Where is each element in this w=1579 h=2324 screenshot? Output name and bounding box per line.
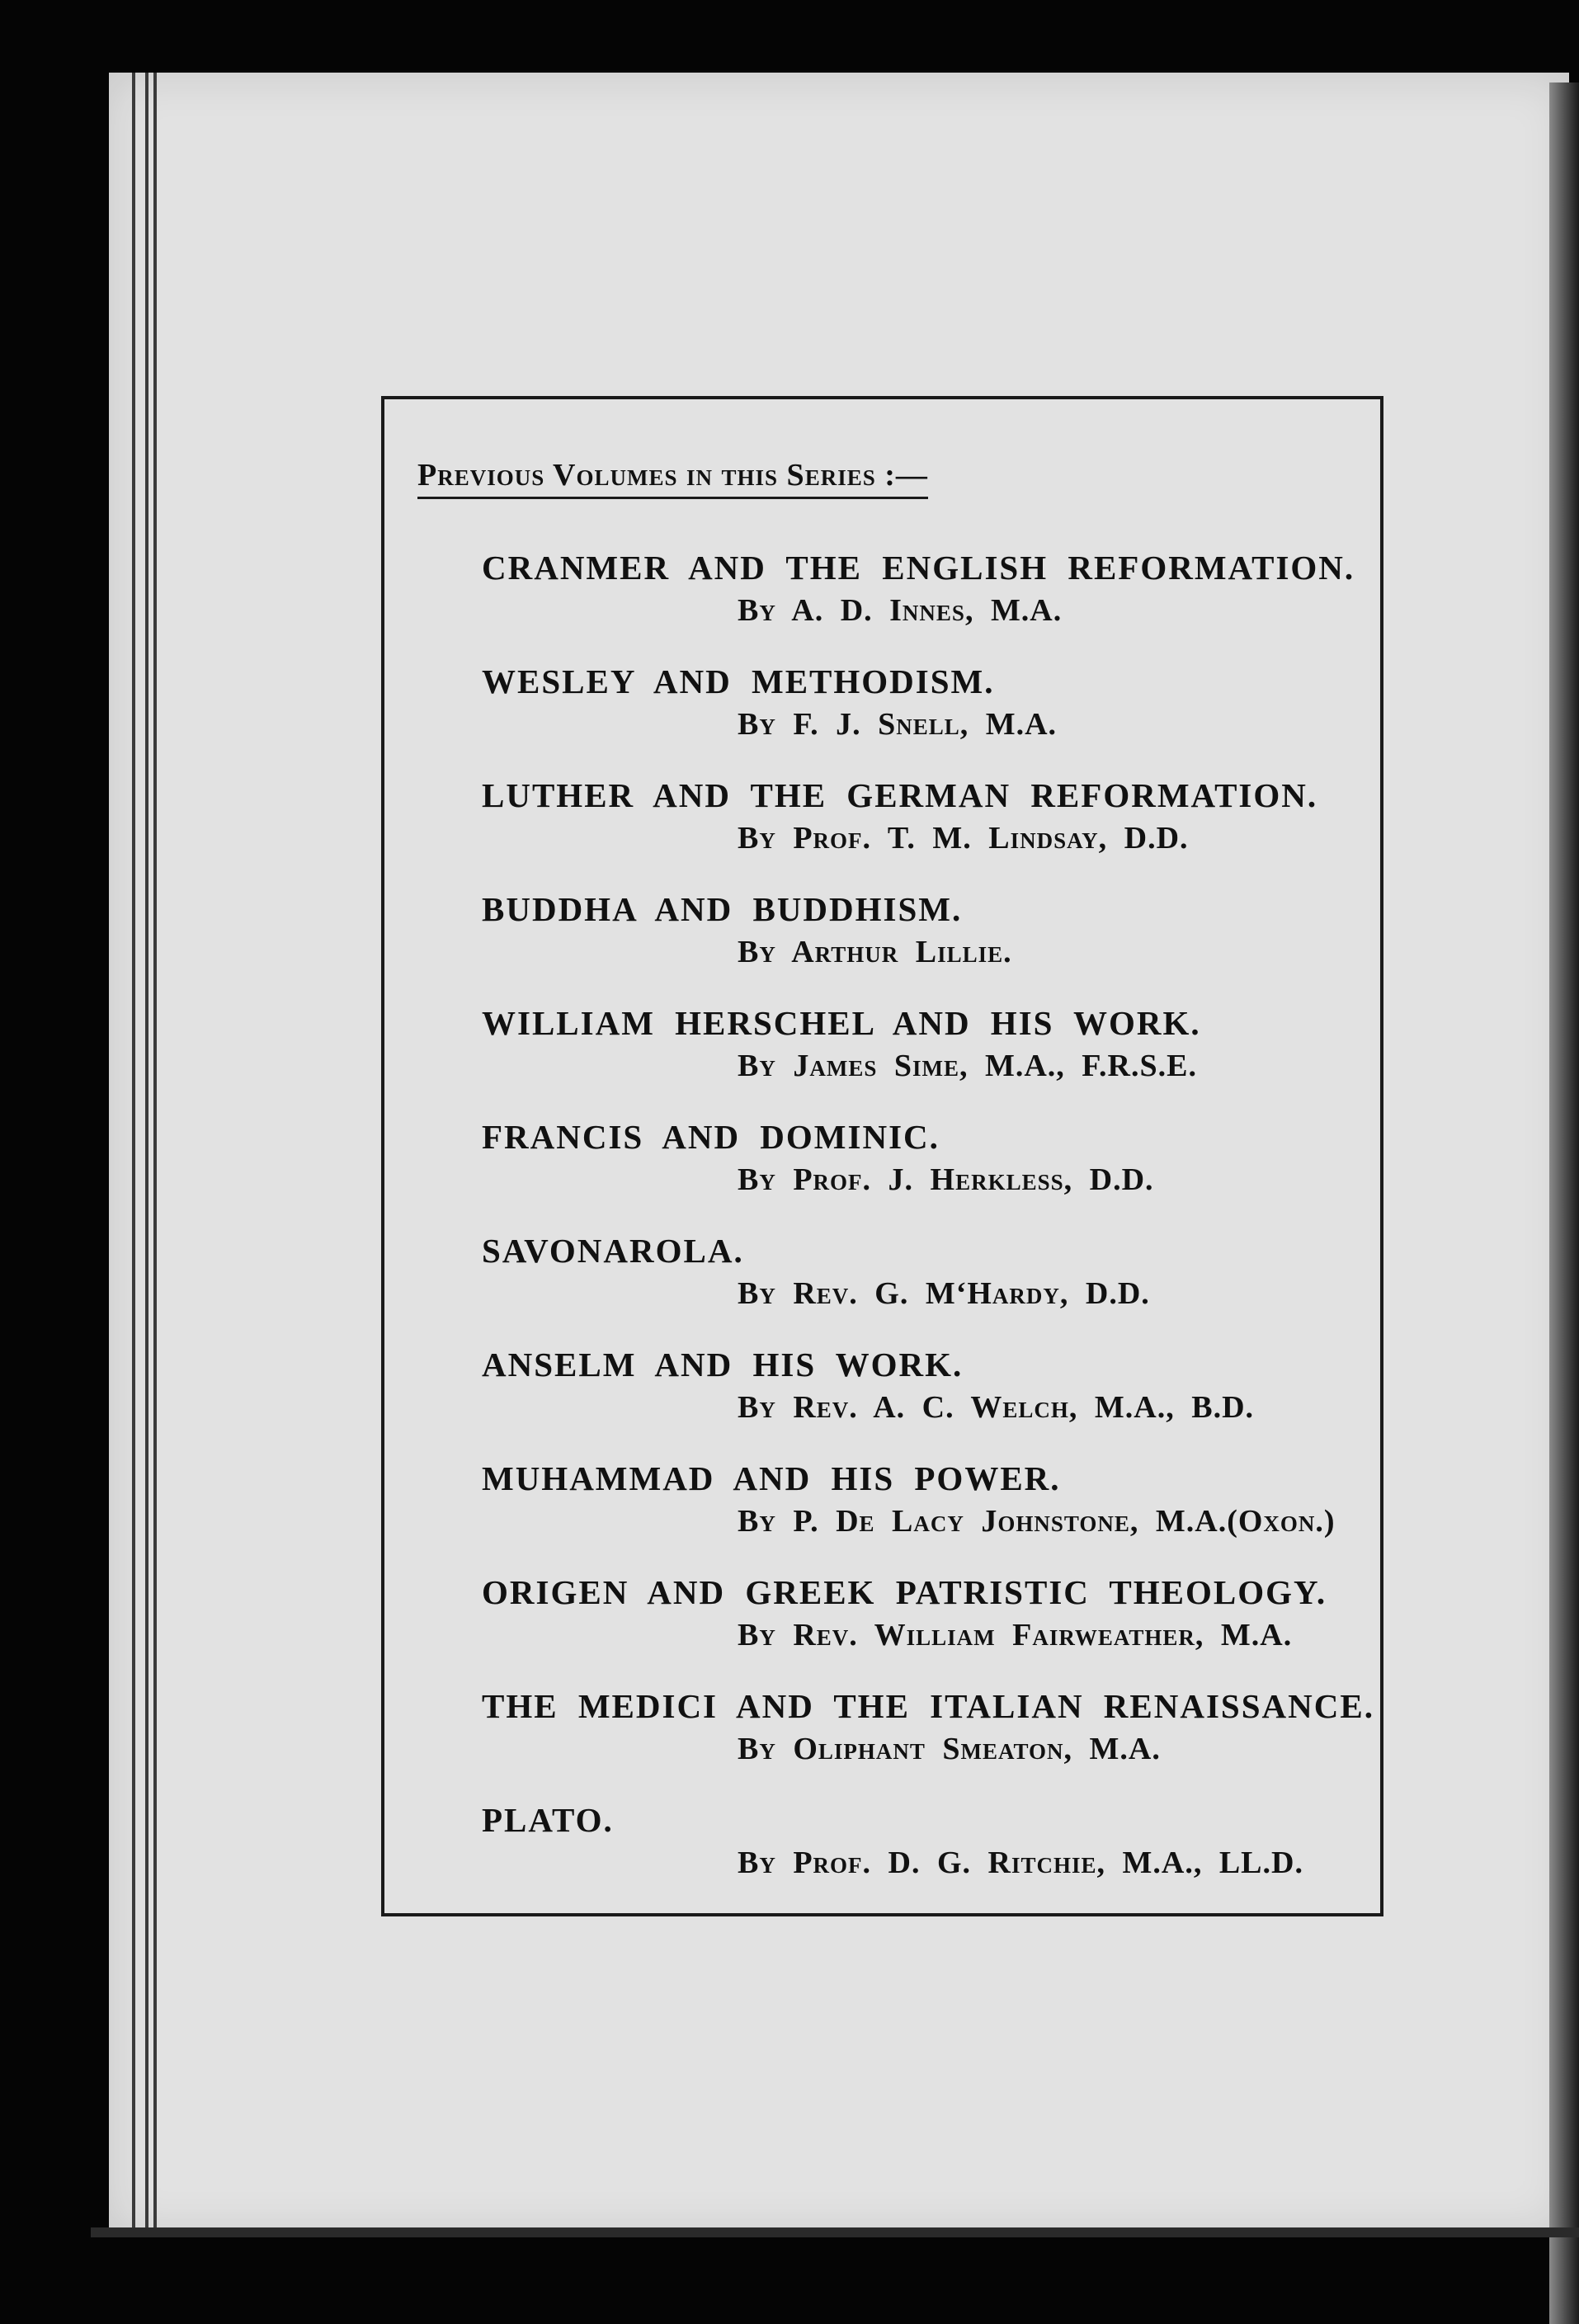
volume-title: SAVONAROLA. xyxy=(482,1232,744,1270)
volume-entry xyxy=(482,662,1373,775)
volume-author: By Prof. J. Herkless, D.D. xyxy=(738,1162,1154,1197)
series-list-box xyxy=(381,396,1383,1916)
volume-entry xyxy=(482,1572,1373,1686)
volume-author: By Rev. William Fairweather, M.A. xyxy=(738,1618,1293,1652)
volume-title: ANSELM AND HIS WORK. xyxy=(482,1346,964,1384)
volume-title: LUTHER AND THE GERMAN REFORMATION. xyxy=(482,776,1318,814)
volume-list xyxy=(482,548,1373,1914)
volume-author: By Prof. D. G. Ritchie, M.A., LL.D. xyxy=(738,1846,1303,1880)
volume-entry xyxy=(482,1117,1373,1231)
volume-title: PLATO. xyxy=(482,1801,614,1839)
volume-author: By A. D. Innes, M.A. xyxy=(738,593,1063,628)
volume-entry xyxy=(482,1459,1373,1572)
volume-entry xyxy=(482,1686,1373,1800)
volume-author: By Rev. G. M‘Hardy, D.D. xyxy=(738,1276,1150,1311)
volume-title: ORIGEN AND GREEK PATRISTIC THEOLOGY. xyxy=(482,1573,1327,1611)
volume-author: By James Sime, M.A., F.R.S.E. xyxy=(738,1049,1197,1083)
binding-shadow xyxy=(1549,82,1579,2324)
volume-entry xyxy=(482,1345,1373,1459)
volume-title: WILLIAM HERSCHEL AND HIS WORK. xyxy=(482,1004,1201,1042)
page-edge-line xyxy=(153,73,157,2236)
volume-entry xyxy=(482,889,1373,1003)
volume-author: By Arthur Lillie. xyxy=(738,935,1012,969)
volume-entry xyxy=(482,775,1373,889)
volume-author: By P. De Lacy Johnstone, M.A.(Oxon.) xyxy=(738,1504,1336,1539)
volume-entry xyxy=(482,548,1373,662)
volume-entry xyxy=(482,1231,1373,1345)
volume-entry xyxy=(482,1003,1373,1117)
volume-entry xyxy=(482,1800,1373,1914)
volume-author: By Oliphant Smeaton, M.A. xyxy=(738,1732,1161,1766)
page-bottom-edge xyxy=(91,2227,1579,2237)
volume-author: By F. J. Snell, M.A. xyxy=(738,707,1058,742)
volume-title: WESLEY AND METHODISM. xyxy=(482,662,995,700)
volume-author: By Rev. A. C. Welch, M.A., B.D. xyxy=(738,1390,1255,1425)
page-edge-line xyxy=(145,73,148,2236)
volume-title: BUDDHA AND BUDDHISM. xyxy=(482,890,963,928)
volume-title: MUHAMMAD AND HIS POWER. xyxy=(482,1459,1061,1497)
volume-author: By Prof. T. M. Lindsay, D.D. xyxy=(738,821,1189,856)
volume-title: THE MEDICI AND THE ITALIAN RENAISSANCE. xyxy=(482,1687,1374,1725)
volume-title: CRANMER AND THE ENGLISH REFORMATION. xyxy=(482,549,1355,587)
page-edge-line xyxy=(132,73,135,2236)
volume-title: FRANCIS AND DOMINIC. xyxy=(482,1118,940,1156)
series-heading: Previous Volumes in this Series :— xyxy=(417,457,928,499)
